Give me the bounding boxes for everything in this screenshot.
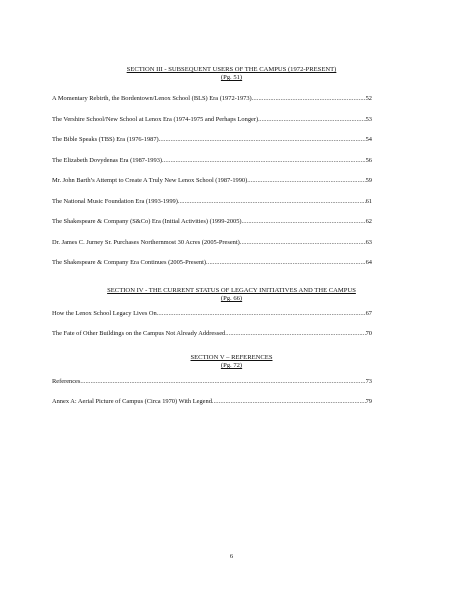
dot-leader [159, 136, 366, 144]
toc-entry-label: The Elizabeth Dovydenas Era (1987-1993) [52, 157, 163, 164]
toc-entry-page: 54 [365, 136, 372, 143]
toc-entry-label: How the Lenox School Legacy Lives On [52, 310, 157, 317]
toc-entry-label: A Momentary Rebirth, the Bordentown/Lenox School (BLS) Era (1972-1973) [52, 95, 252, 102]
toc-entry-label: Mr. John Barth’s Attempt to Create A Truly New Lenox School (1987-1990) [52, 177, 248, 184]
toc-entry-label: The Shakespeare & Company (S&Co) Era (Initial Activities) (1999-2005) [52, 218, 242, 225]
section-page-ref: (Pg. 51) [220, 74, 243, 82]
toc-entry [52, 239, 372, 247]
section-title: SECTION V – REFERENCES [190, 354, 273, 361]
dot-leader [178, 198, 366, 206]
toc-entry-page: 56 [365, 157, 372, 164]
section-title: SECTION III - SUBSEQUENT USERS OF THE CAMPUS (1972-PRESENT) [126, 66, 337, 73]
toc-entry [52, 259, 372, 267]
toc-entry [52, 95, 372, 103]
dot-leader [258, 116, 366, 124]
toc-entry-label: The Bible Speaks (TBS) Era (1976-1987) [52, 136, 159, 143]
dot-leader [212, 398, 366, 406]
dot-leader [157, 310, 366, 318]
section-heading-v [60, 354, 403, 370]
toc-entry-page: 52 [365, 95, 372, 102]
section-heading-iii [60, 66, 403, 82]
page-number: 6 [229, 553, 234, 560]
dot-leader [162, 157, 366, 165]
toc-entry-label: The Vershire School/New School at Lenox Era (1974-1975 and Perhaps Longer) [52, 116, 259, 123]
toc-entry-label: The National Music Foundation Era (1993-1999) [52, 198, 178, 205]
toc-entry-page: 59 [365, 177, 372, 184]
toc-entry-page: 64 [365, 259, 372, 266]
section-title: SECTION IV - THE CURRENT STATUS OF LEGACY INITIATIVES AND THE CAMPUS [107, 287, 356, 294]
dot-leader [206, 259, 366, 267]
toc-entry-label: Dr. James C. Jurney Sr. Purchases Northernmost 30 Acres (2005-Present) [52, 239, 240, 246]
section-heading-iv [60, 287, 403, 303]
toc-entry [52, 116, 372, 124]
toc-entry-page: 73 [365, 378, 372, 385]
dot-leader [242, 218, 366, 226]
toc-entry-page: 63 [365, 239, 372, 246]
toc-entry [52, 398, 372, 406]
toc-entry [52, 198, 372, 206]
toc-entry [52, 310, 372, 318]
toc-entry [52, 330, 372, 338]
dot-leader [247, 177, 365, 185]
toc-entry-label: The Shakespeare & Company Era Continues (2005-Present) [52, 259, 207, 266]
toc-entry-page: 67 [365, 310, 372, 317]
toc-entry [52, 218, 372, 226]
dot-leader [225, 330, 365, 338]
toc-entry-label: Annex A: Aerial Picture of Campus (Circa 1970) With Legend [52, 398, 212, 405]
toc-entry [52, 157, 372, 165]
toc-entry [52, 177, 372, 185]
dot-leader [252, 95, 366, 103]
dot-leader [240, 239, 366, 247]
toc-entry-page: 61 [365, 198, 372, 205]
toc-entry-page: 53 [365, 116, 372, 123]
toc-entry-label: References [52, 378, 81, 385]
toc-entry [52, 136, 372, 144]
toc-entry-label: The Fate of Other Buildings on the Campus Not Already Addressed [52, 330, 226, 337]
toc-entry-page: 62 [365, 218, 372, 225]
section-page-ref: (Pg. 66) [220, 295, 243, 303]
toc-entry [52, 378, 372, 386]
section-page-ref: (Pg. 72) [220, 362, 243, 370]
toc-entry-page: 79 [365, 398, 372, 405]
toc-entry-page: 70 [365, 330, 372, 337]
dot-leader [80, 378, 365, 386]
